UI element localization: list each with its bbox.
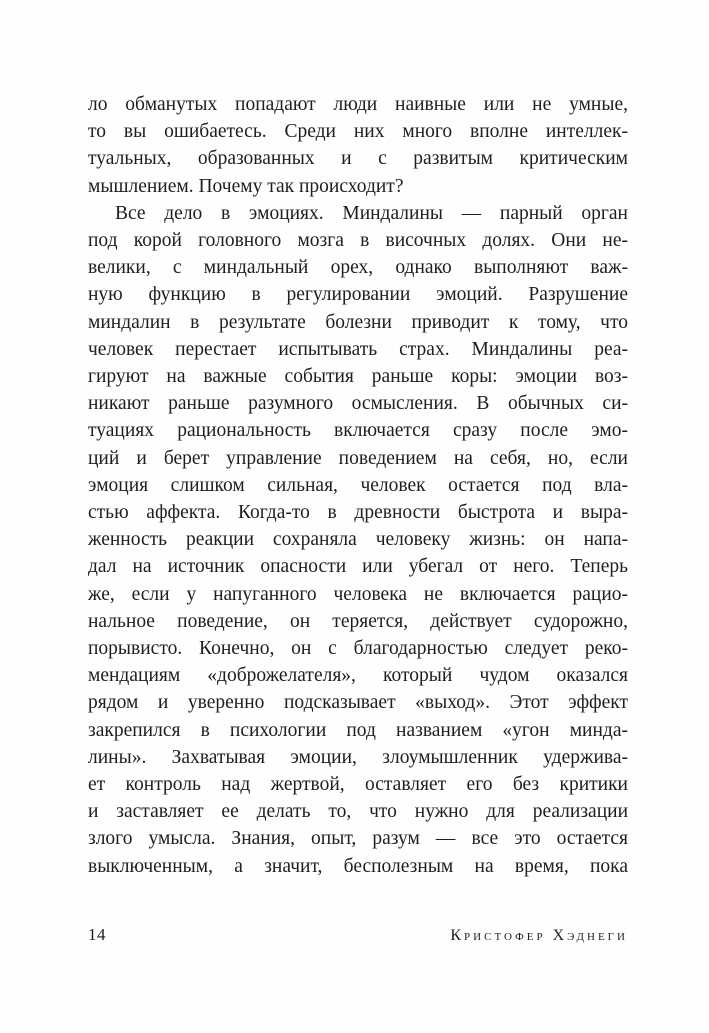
text-line: Все дело в эмоциях. Миндалины — парный орган <box>115 202 628 224</box>
page-footer <box>88 925 628 945</box>
text-line: мендациям «доброжелателя», который чудом оказался <box>88 665 628 687</box>
text-line: туальных, образованных и с развитым критическим <box>88 148 628 170</box>
text-line: мышлением. Почему так происходит? <box>88 175 404 197</box>
text-line: порывисто. Конечно, он с благодарностью следует реко- <box>88 638 628 660</box>
paragraph <box>88 91 628 200</box>
page-number: 14 <box>88 925 106 944</box>
text-line: рядом и уверенно подсказывает «выход». Этот эффект <box>88 692 628 714</box>
text-line: стью аффекта. Когда-то в древности быстрота и выра- <box>88 502 628 524</box>
text-line: миндалин в результате болезни приводит к тому, что <box>88 311 628 333</box>
text-line: и заставляет ее делать то, что нужно для реализации <box>88 801 628 823</box>
text-line: ную функцию в регулировании эмоций. Разрушение <box>88 284 628 306</box>
text-line: ло обманутых попадают люди наивные или не умные, <box>88 94 628 115</box>
text-line: то вы ошибаетесь. Среди них много вполне интеллек- <box>88 121 628 143</box>
text-line: женность реакции сохраняла человеку жизнь: он напа- <box>88 529 628 551</box>
text-line: дал на источник опасности или убегал от него. Теперь <box>88 556 628 578</box>
text-line: закрепился в психологии под названием «угон минда- <box>88 719 628 741</box>
text-line: эмоция слишком сильная, человек остается под вла- <box>88 474 628 496</box>
running-title-author: Кристофер Хэднеги <box>450 927 628 944</box>
text-line: никают раньше разумного осмысления. В обычных си- <box>88 393 628 415</box>
text-line: лины». Захватывая эмоции, злоумышленник удержива- <box>88 746 628 768</box>
page-text <box>88 91 628 880</box>
text-line: человек перестает испытывать страх. Миндалины реа- <box>88 338 628 360</box>
text-line: ет контроль над жертвой, оставляет его без критики <box>88 774 628 796</box>
text-line: под корой головного мозга в височных долях. Они не- <box>88 230 628 252</box>
text-line: велики, с миндальный орех, однако выполняют важ- <box>88 257 628 279</box>
text-line: же, если у напуганного человека не включается рацио- <box>88 583 628 605</box>
text-line: ций и берет управление поведением на себя, но, если <box>88 447 628 469</box>
text-line: туациях рациональность включается сразу после эмо- <box>88 420 628 442</box>
text-line: гируют на важные события раньше коры: эмоции воз- <box>88 366 628 388</box>
text-line: нальное поведение, он теряется, действует судорожно, <box>88 610 628 632</box>
text-line: злого умысла. Знания, опыт, разум — все это остается <box>88 828 628 850</box>
text-line: выключенным, а значит, бесполезным на время, пока <box>88 855 628 877</box>
paragraph <box>88 200 628 880</box>
